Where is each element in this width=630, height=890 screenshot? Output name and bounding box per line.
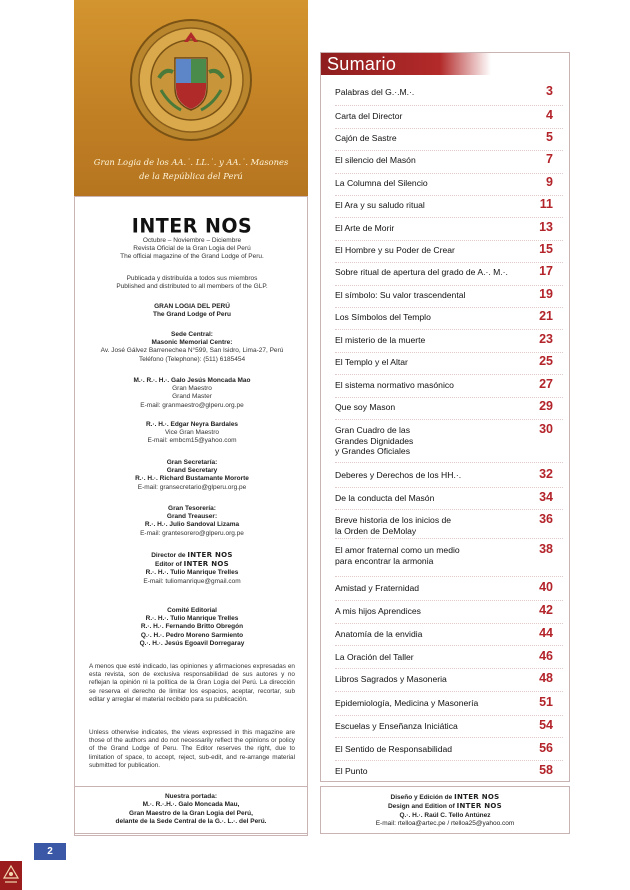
- toc-divider: [335, 576, 563, 577]
- design-label-es: Diseño y Edición de: [390, 794, 453, 801]
- director-label-es-row: [75, 551, 309, 560]
- toc-entry-title: [335, 357, 515, 368]
- toc-entry-title: [335, 380, 515, 391]
- lodge-seal-icon: [129, 18, 253, 142]
- toc-entry-title-line: Cajón de Sastre: [335, 133, 397, 143]
- lodge-emblem-icon: [0, 861, 22, 890]
- distribution-info: [75, 275, 309, 291]
- toc-entry-title: [335, 155, 515, 166]
- secretary-name: R.·. H.·. Richard Bustamante Mororte: [135, 475, 249, 483]
- committee-title: Comité Editorial: [167, 607, 217, 614]
- toc-entry-title-line: El Templo y el Altar: [335, 357, 408, 367]
- issue-months: Octubre – Noviembre – Diciembre: [142, 237, 242, 244]
- toc-entry-page: 5: [546, 130, 553, 144]
- hq-label-en: Masonic Memorial Centre:: [151, 339, 233, 347]
- toc-entry-page: 11: [539, 197, 553, 211]
- disclaimer-es: A menos que esté indicado, las opiniones y afirmaciones expresadas en esta revista, son de exclusiva responsabilidad de sus autores y no reflejan la opinión ni la política de la Gran Logia del Perú. La dirección se reserva el derecho de limitar los espacios, aceptar, recortar, sub editar y arreglar el material recibido para su publicación.: [89, 663, 295, 703]
- toc-divider: [335, 307, 563, 308]
- toc-entry-page: 7: [546, 152, 553, 166]
- toc-entry-title: [335, 583, 515, 594]
- toc-entry-page: 38: [539, 542, 553, 556]
- toc-entry-title-line: y Grandes Oficiales: [335, 446, 410, 456]
- toc-entry-title: [335, 470, 515, 481]
- hq-address: Av. José Gálvez Barrenechea N°599, San Isidro, Lima-27, Perú: [100, 347, 284, 355]
- grand-master-name: M.·. R.·. H.·. Galo Jesús Moncada Mao: [133, 377, 251, 384]
- masthead-panel: [74, 196, 308, 836]
- toc-divider: [335, 128, 563, 129]
- toc-entry-page: 17: [539, 264, 553, 278]
- toc-entry-page: 32: [539, 467, 553, 481]
- distribution-en: Published and distributed to all members of the GLP.: [116, 283, 268, 291]
- magazine-title: INTER NOS: [131, 214, 253, 238]
- toc-entry-title: [335, 629, 515, 640]
- toc-entry-title: [335, 245, 515, 256]
- toc-entry-page: 23: [539, 332, 553, 346]
- treasury: [75, 505, 309, 538]
- toc-entry-title-line: A mis hijos Aprendices: [335, 606, 421, 616]
- table-of-contents: [320, 52, 570, 782]
- design-email: E-mail: rtelloa@artec.pe / rtelloa25@yahoo.com: [375, 819, 515, 827]
- toc-entry-title-line: El Arte de Morir: [335, 223, 395, 233]
- toc-divider: [335, 538, 563, 539]
- toc-entry-page: 15: [539, 242, 553, 256]
- toc-entry-title: [335, 402, 515, 413]
- toc-entry-page: 40: [539, 580, 553, 594]
- toc-divider: [335, 715, 563, 716]
- committee-member-2: R.·. H.·. Fernando Britto Obregón: [140, 623, 244, 631]
- toc-entry-title: [335, 515, 515, 536]
- director-name: R.·. H.·. Tulio Manrique Trelles: [145, 569, 239, 577]
- toc-entry-page: 25: [539, 354, 553, 368]
- toc-title: Sumario: [327, 54, 397, 74]
- toc-entry-title-line: El Sentido de Responsabilidad: [335, 744, 453, 754]
- toc-entry-title-line: El misterio de la muerte: [335, 335, 426, 345]
- lodge-name: [75, 303, 309, 319]
- toc-divider: [335, 760, 563, 761]
- toc-entry-title: [335, 606, 515, 617]
- grand-master: [75, 377, 309, 410]
- director-label-en: Editor of: [155, 561, 182, 569]
- headquarters: [75, 331, 309, 364]
- cover-image: [74, 0, 308, 196]
- subtitle-es: Revista Oficial de la Gran Logia del Perú: [133, 245, 251, 253]
- committee-member-3: Q.·. H.·. Pedro Moreno Sarmiento: [140, 631, 244, 639]
- toc-entry-title-line: Libros Sagrados y Masoneria: [335, 674, 447, 684]
- toc-entry-title-line: Sobre ritual de apertura del grado de A.·. M.·.: [335, 267, 508, 277]
- toc-entry-title: [335, 200, 515, 211]
- left-column: [74, 0, 308, 838]
- toc-entry-page: 4: [546, 108, 553, 122]
- director-label-es: Director de: [151, 552, 186, 559]
- toc-entry-title-line: Palabras del G.·.M.·.: [335, 87, 415, 97]
- design-name: Q.·. H.·. Raúl C. Tello Antúnez: [399, 811, 491, 819]
- toc-divider: [335, 285, 563, 286]
- vice-master-email: E-mail: embcm15@yahoo.com: [147, 437, 237, 445]
- design-label-en: Design and Edition of: [387, 803, 455, 811]
- toc-entry-page: 3: [546, 84, 553, 98]
- toc-entry-title: [335, 493, 515, 504]
- design-label-es-row: [321, 793, 569, 802]
- lodge-name-en: The Grand Lodge of Peru: [152, 311, 231, 319]
- toc-entry-title-line: Anatomía de la envidia: [335, 629, 423, 639]
- toc-divider: [335, 737, 563, 738]
- toc-entry-title: [335, 766, 515, 777]
- toc-entry-page: 54: [539, 718, 553, 732]
- toc-entry-page: 27: [539, 377, 553, 391]
- committee-member-4: Q.·. H.·. Jesús Egoavil Dorregaray: [139, 639, 245, 647]
- hq-label-es: Sede Central:: [171, 331, 213, 338]
- vice-master-role: Vice Gran Maestro: [164, 429, 220, 437]
- committee-member-1: R.·. H.·. Tulio Manrique Trelles: [145, 615, 239, 623]
- grand-master-email: E-mail: granmaestro@glperu.org.pe: [140, 401, 244, 409]
- toc-divider: [335, 329, 563, 330]
- secretary-label-en: Grand Secretary: [166, 467, 218, 475]
- toc-divider: [335, 600, 563, 601]
- cover-credit-box: [74, 786, 308, 834]
- toc-entry-title-line: Deberes y Derechos de los HH.·.: [335, 470, 462, 480]
- vice-master: [75, 421, 309, 446]
- cover-credit-line3: delante de la Sede Central de la G.·. L.·. del Perú.: [115, 817, 267, 825]
- toc-entry-page: 30: [539, 422, 553, 436]
- toc-entry-title-line: El amor fraternal como un medio: [335, 545, 460, 555]
- toc-entry-title-line: Gran Cuadro de las: [335, 425, 410, 435]
- toc-entry-title-line: para encontrar la armonia: [335, 555, 434, 566]
- secretary-email: E-mail: gransecretario@glperu.org.pe: [137, 483, 247, 491]
- toc-entry-title: [335, 111, 515, 122]
- toc-divider: [335, 217, 563, 218]
- toc-divider: [335, 419, 563, 420]
- toc-entry-title: [335, 674, 515, 685]
- toc-entry-page: 19: [539, 287, 553, 301]
- toc-divider: [335, 462, 563, 463]
- toc-entry-page: 46: [539, 649, 553, 663]
- toc-entry-title: [335, 652, 515, 663]
- toc-entry-title-line: Carta del Director: [335, 111, 403, 121]
- toc-entry-title-line: De la conducta del Masón: [335, 493, 435, 503]
- toc-divider: [335, 668, 563, 669]
- toc-entry-page: 29: [539, 399, 553, 413]
- toc-divider: [335, 150, 563, 151]
- toc-entry-title-line: Los Símbolos del Templo: [335, 312, 431, 322]
- toc-entry-title-line: El símbolo: Su valor trascendental: [335, 290, 466, 300]
- toc-entry-title: [335, 267, 515, 278]
- design-logo-es: INTER NOS: [454, 793, 500, 801]
- toc-entry-page: 44: [539, 626, 553, 640]
- toc-entry-title: [335, 335, 515, 346]
- toc-entry-title: [335, 133, 515, 144]
- toc-entry-title: [335, 290, 515, 301]
- design-label-en-row: [321, 802, 569, 811]
- toc-entry-title: [335, 87, 515, 98]
- toc-divider: [335, 623, 563, 624]
- toc-divider: [335, 645, 563, 646]
- toc-entry-title: [335, 698, 515, 709]
- toc-entry-title-line: Que soy Mason: [335, 402, 396, 412]
- toc-entry-title-line: Grandes Dignidades: [335, 435, 414, 446]
- cover-credit-line2: Gran Maestro de la Gran Logia del Perú,: [129, 809, 253, 817]
- toc-divider: [335, 397, 563, 398]
- subtitle-en: The official magazine of the Grand Lodge of Peru.: [120, 253, 264, 261]
- toc-divider: [335, 105, 563, 106]
- toc-divider: [335, 374, 563, 375]
- director-email: E-mail: tuliomanrique@gmail.com: [143, 577, 241, 585]
- cover-credit-title: Nuestra portada:: [164, 793, 217, 800]
- toc-divider: [335, 487, 563, 488]
- toc-entry-title: [335, 545, 515, 566]
- lodge-name-es: GRAN LOGIA DEL PERÚ: [154, 303, 230, 310]
- toc-divider: [335, 240, 563, 241]
- design-credit-box: [320, 786, 570, 834]
- toc-entry-page: 42: [539, 603, 553, 617]
- toc-entry-page: 9: [546, 175, 553, 189]
- design-logo-en: INTER NOS: [456, 802, 503, 811]
- editorial-committee: [75, 607, 309, 648]
- toc-entry-title: [335, 178, 515, 189]
- secretary-label-es: Gran Secretaría:: [166, 459, 218, 466]
- toc-header: [321, 53, 491, 75]
- hq-phone: Teléfono (Telephone): (511) 6185454: [138, 355, 246, 363]
- toc-entry-page: 56: [539, 741, 553, 755]
- toc-entry-page: 48: [539, 671, 553, 685]
- toc-entry-title-line: El Ara y su saludo ritual: [335, 200, 425, 210]
- toc-divider: [335, 195, 563, 196]
- toc-entry-title-line: Amistad y Fraternidad: [335, 583, 420, 593]
- toc-entry-title-line: El sistema normativo masónico: [335, 380, 454, 390]
- toc-divider: [335, 691, 563, 692]
- toc-entry-page: 21: [539, 309, 553, 323]
- toc-entry-title: [335, 312, 515, 323]
- toc-divider: [335, 262, 563, 263]
- secretary: [75, 459, 309, 492]
- toc-entry-page: 34: [539, 490, 553, 504]
- treasury-label-es: Gran Tesorería:: [168, 505, 216, 512]
- toc-entry-title: [335, 744, 515, 755]
- toc-divider: [335, 509, 563, 510]
- disclaimer-en: Unless otherwise indicates, the views expressed in this magazine are those of the authors and do not necessarily reflect the opinions or policy of the Grand Lodge of Peru. The Editor reserves the right, due to limitation of space, to accept, reject, sub-edit, and re-arrange material submitted for publication.: [89, 729, 295, 769]
- toc-entry-page: 13: [539, 220, 553, 234]
- director-label-en-row: [75, 560, 309, 569]
- toc-entry-title-line: El Hombre y su Poder de Crear: [335, 245, 455, 255]
- grand-master-role-es: Gran Maestro: [172, 385, 212, 393]
- toc-entry-page: 51: [539, 695, 553, 709]
- toc-entry-title-line: la Orden de DeMolay: [335, 525, 417, 536]
- toc-divider: [335, 352, 563, 353]
- director-logo-es: INTER NOS: [187, 551, 233, 559]
- toc-entry-title: [335, 223, 515, 234]
- toc-divider: [335, 173, 563, 174]
- cover-caption-line2: de la República del Perú: [139, 171, 243, 181]
- toc-entry-title-line: La Oración del Taller: [335, 652, 414, 662]
- page-number: 2: [34, 843, 66, 860]
- cover-caption-line1: Gran Logia de los AA.˙. LL.˙. y AA.˙. Masones: [93, 157, 289, 167]
- grand-master-role-en: Grand Master: [172, 393, 212, 401]
- toc-entry-title-line: La Columna del Silencio: [335, 178, 428, 188]
- cover-caption: [80, 155, 302, 183]
- director-logo-en: INTER NOS: [183, 560, 229, 569]
- director: [75, 551, 309, 586]
- vice-master-name: R.·. H.·. Edgar Neyra Bardales: [145, 421, 239, 428]
- toc-entry-title-line: El Punto: [335, 766, 368, 776]
- toc-entry-title-line: Breve historia de los inicios de: [335, 515, 452, 525]
- toc-entry-page: 36: [539, 512, 553, 526]
- issue-info: [75, 237, 309, 262]
- toc-entry-title-line: Escuelas y Enseñanza Iniciática: [335, 721, 458, 731]
- distribution-es: Publicada y distribuída a todos sus miembros: [126, 275, 258, 282]
- toc-entry-title: [335, 425, 515, 457]
- treasury-email: E-mail: grantesorero@glperu.org.pe: [140, 529, 244, 537]
- toc-entry-title: [335, 721, 515, 732]
- treasury-name: R.·. H.·. Julio Sandoval Lizama: [144, 521, 240, 529]
- toc-entry-title-line: Epidemiología, Medicina y Masonería: [335, 698, 479, 708]
- toc-entry-title-line: El silencio del Masón: [335, 155, 416, 165]
- treasury-label-en: Grand Treauser:: [166, 513, 218, 521]
- cover-credit-line1: M.·. R.·.H.·. Galo Moncada Mau,: [142, 801, 240, 809]
- toc-entry-page: 58: [539, 763, 553, 777]
